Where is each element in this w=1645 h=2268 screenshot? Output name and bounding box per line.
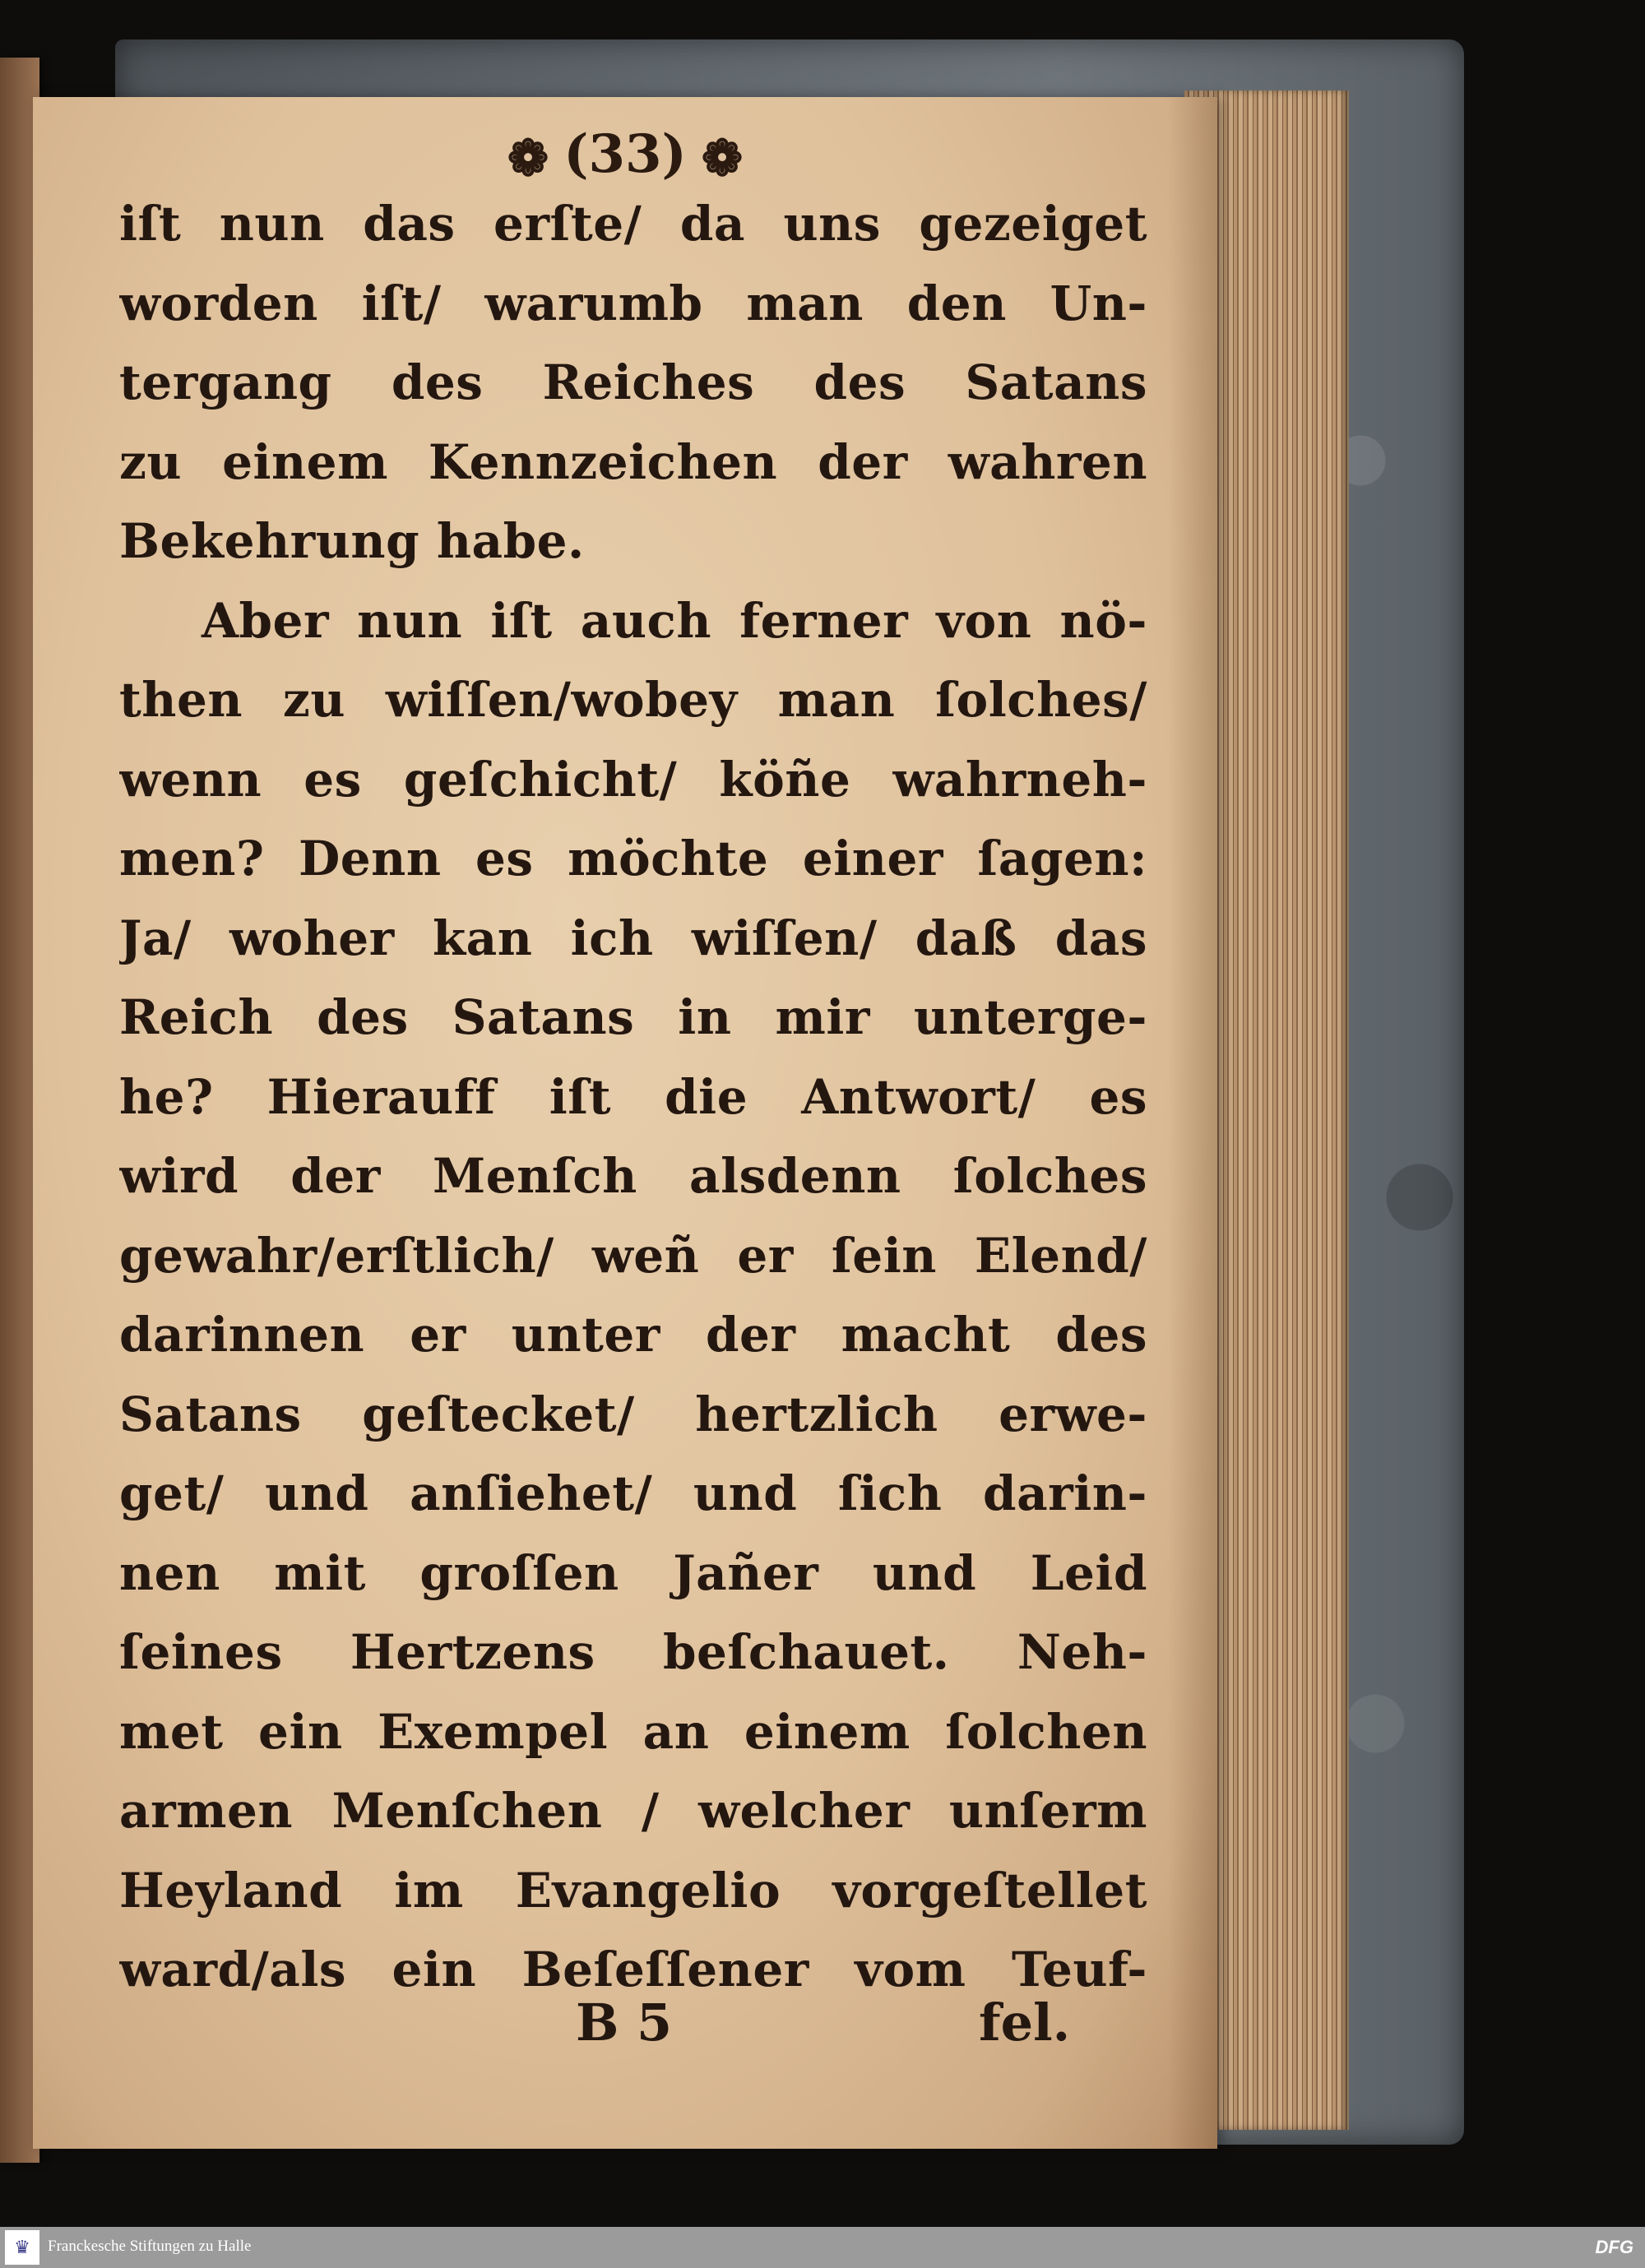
text-line: worden iſt/ warumb man den Un- <box>119 275 1147 331</box>
viewer-footer-bar <box>0 2227 1645 2268</box>
text-line: wird der Menſch alsdenn ſolches <box>119 1148 1147 1204</box>
text-line: iſt nun das erſte/ da uns gezeiget <box>119 196 1147 252</box>
page-gutter-shadow <box>1168 97 1217 2149</box>
text-line: then zu wiſſen/wobey man ſolches/ <box>119 672 1147 728</box>
ornament-left-icon: ❁ <box>507 129 549 187</box>
dfg-logo: DFG <box>1595 2237 1633 2257</box>
catchword: fel. <box>979 1993 1071 2053</box>
page-number: (33) <box>563 123 687 185</box>
text-line: Heyland im Evangelio vorgeſtellet <box>119 1862 1147 1919</box>
text-line: zu einem Kennzeichen der wahren <box>119 433 1147 490</box>
text-line: wenn es geſchicht/ köñe wahrneh- <box>119 751 1147 808</box>
text-line: gewahr/erſtlich/ weñ er ſein Elend/ <box>119 1227 1147 1284</box>
body-text <box>119 184 1147 2010</box>
institution-name: Franckesche Stiftungen zu Halle <box>48 2238 252 2255</box>
signature-mark: B 5 <box>576 1993 673 2053</box>
text-line: ward/als ein Beſeſſener vom Teuf- <box>119 1942 1147 1997</box>
text-line: nen mit groſſen Jañer und Leid <box>119 1544 1147 1601</box>
text-line: darinnen er unter der macht des <box>119 1307 1147 1363</box>
ornament-right-icon: ❁ <box>701 129 744 187</box>
book-page <box>33 97 1217 2149</box>
text-line: get/ und anſiehet/ und ſich darin- <box>119 1465 1147 1521</box>
text-line: Aber nun iſt auch ferner von nö- <box>202 592 1147 649</box>
text-line: Satans geſtecket/ hertzlich erwe- <box>119 1386 1147 1442</box>
franckesche-logo-icon: ♛ <box>5 2230 39 2265</box>
text-line: met ein Exempel an einem ſolchen <box>119 1703 1147 1760</box>
text-line: he? Hierauff iſt die Antwort/ es <box>119 1068 1147 1125</box>
text-line: Bekehrung habe. <box>119 513 585 569</box>
text-line: tergang des Reiches des Satans <box>119 354 1147 410</box>
text-line: ſeines Hertzens beſchauet. Neh- <box>119 1624 1147 1680</box>
text-line: Reich des Satans in mir unterge- <box>119 989 1147 1045</box>
text-line: men? Denn es möchte einer ſagen: <box>119 831 1147 886</box>
text-line: armen Menſchen / welcher unſerm <box>119 1783 1147 1839</box>
page-header <box>33 123 1217 187</box>
text-line: Ja/ woher kan ich wiſſen/ daß das <box>119 910 1147 966</box>
